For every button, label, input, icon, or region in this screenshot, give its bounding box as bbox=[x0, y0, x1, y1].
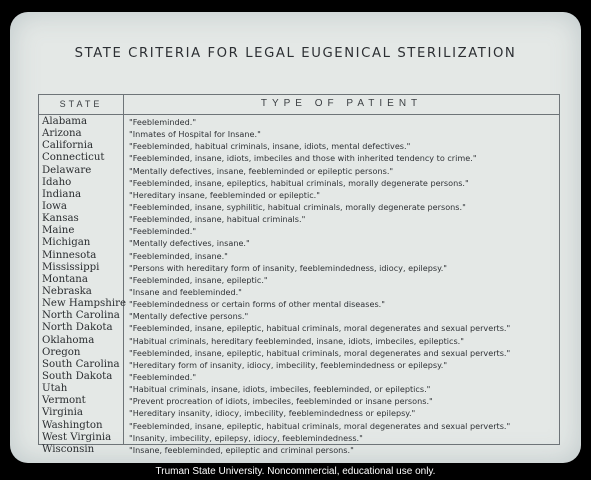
patient-type: "Feebleminded, insane, epileptic, habitual criminals, moral degenerates and sexual perverts." bbox=[129, 347, 511, 358]
table-row bbox=[39, 310, 559, 322]
table-row bbox=[39, 177, 559, 189]
state-name: Wisconsin bbox=[42, 443, 95, 455]
state-name: Virginia bbox=[42, 407, 83, 419]
state-name: Connecticut bbox=[42, 152, 105, 164]
patient-type: "Hereditary insane, feebleminded or epileptic." bbox=[129, 189, 320, 200]
patient-type: "Feebleminded, insane, epileptic, habitual criminals, moral degenerates and sexual perverts." bbox=[129, 323, 511, 334]
table-row bbox=[39, 359, 559, 371]
state-name: Mississippi bbox=[42, 261, 100, 273]
table-row bbox=[39, 322, 559, 334]
table-row bbox=[39, 237, 559, 249]
patient-type: "Feebleminded, insane, idiots, imbeciles and those with inherited tendency to crime." bbox=[129, 153, 477, 164]
table-row bbox=[39, 347, 559, 359]
state-name: Nebraska bbox=[42, 285, 92, 297]
state-name: Delaware bbox=[42, 164, 92, 176]
state-name: Vermont bbox=[42, 395, 86, 407]
state-name: Maine bbox=[42, 225, 75, 237]
state-name: Utah bbox=[42, 383, 68, 395]
table-row bbox=[39, 140, 559, 152]
table-row bbox=[39, 201, 559, 213]
state-name: Michigan bbox=[42, 237, 91, 249]
patient-type: "Persons with hereditary form of insanity, feeblemindedness, idiocy, epilepsy." bbox=[129, 262, 447, 273]
state-name: West Virginia bbox=[42, 431, 112, 443]
patient-type: "Feebleminded, insane, syphilitic, habitual criminals, morally degenerate persons." bbox=[129, 201, 466, 212]
patient-type: "Habitual criminals, insane, idiots, imbeciles, feebleminded, or epileptics." bbox=[129, 384, 431, 395]
patient-type: "Prevent procreation of idiots, imbeciles, feebleminded or insane persons." bbox=[129, 396, 433, 407]
header-state: STATE bbox=[59, 99, 103, 109]
table-row bbox=[39, 274, 559, 286]
table-row bbox=[39, 225, 559, 237]
state-name: North Carolina bbox=[42, 310, 120, 322]
patient-type: "Mentally defective persons." bbox=[129, 311, 249, 322]
table-row bbox=[39, 165, 559, 177]
state-name: California bbox=[42, 140, 94, 152]
patient-type: "Feebleminded." bbox=[129, 117, 197, 127]
table-row bbox=[39, 395, 559, 407]
table-row bbox=[39, 152, 559, 164]
lantern-slide bbox=[10, 12, 581, 463]
table-row bbox=[39, 420, 559, 432]
patient-type: "Inmates of Hospital for Insane." bbox=[129, 129, 261, 140]
patient-type: "Mentally defectives, insane, feebleminded or epileptic persons." bbox=[129, 165, 394, 176]
table-row bbox=[39, 128, 559, 140]
patient-type: "Insane, feebleminded, epileptic and criminal persons." bbox=[129, 444, 354, 455]
state-name: North Dakota bbox=[42, 322, 113, 334]
header-type-of-patient: TYPE OF PATIENT bbox=[260, 98, 423, 109]
patient-type: "Feebleminded, insane, epileptic, habitual criminals, moral degenerates and sexual perverts." bbox=[129, 420, 511, 431]
patient-type: "Feebleminded, habitual criminals, insane, idiots, mental defectives." bbox=[129, 141, 411, 152]
state-name: South Dakota bbox=[42, 370, 113, 382]
patient-type: "Hereditary insanity, idiocy, imbecility, feeblemindedness or epilepsy." bbox=[129, 408, 416, 419]
patient-type: "Feebleminded, insane, epileptics, habitual criminals, morally degenerate persons." bbox=[129, 177, 469, 188]
patient-type: "Insane and feebleminded." bbox=[129, 286, 242, 297]
state-name: Arizona bbox=[42, 128, 82, 140]
table-body bbox=[39, 116, 559, 456]
patient-type: "Feebleminded." bbox=[129, 371, 197, 382]
patient-type: "Feebleminded, insane." bbox=[129, 250, 228, 261]
state-name: South Carolina bbox=[42, 358, 120, 370]
patient-type: "Habitual criminals, hereditary feebleminded, insane, idiots, imbeciles, epileptics." bbox=[129, 335, 464, 346]
patient-type: "Feebleminded." bbox=[129, 226, 197, 237]
state-name: Oklahoma bbox=[42, 334, 95, 346]
criteria-table bbox=[38, 94, 560, 455]
table-header bbox=[39, 95, 559, 115]
state-name: Idaho bbox=[42, 176, 72, 188]
table-row bbox=[39, 371, 559, 383]
table-row bbox=[39, 213, 559, 225]
patient-type: "Feebleminded, insane, habitual criminals." bbox=[129, 214, 306, 225]
table-row bbox=[39, 335, 559, 347]
state-name: Kansas bbox=[42, 213, 79, 225]
patient-type: "Feeblemindedness or certain forms of other mental diseases." bbox=[129, 299, 385, 310]
table-row bbox=[39, 298, 559, 310]
patient-type: "Hereditary form of insanity, idiocy, imbecility, feeblemindedness or epilepsy." bbox=[129, 359, 448, 370]
table-row bbox=[39, 116, 559, 128]
state-name: Alabama bbox=[42, 116, 88, 127]
credit-line: Truman State University. Noncommercial, educational use only. bbox=[155, 466, 436, 477]
table-row bbox=[39, 383, 559, 395]
patient-type: "Mentally defectives, insane." bbox=[129, 238, 250, 249]
table-row bbox=[39, 189, 559, 201]
table-row bbox=[39, 407, 559, 419]
state-name: Oregon bbox=[42, 346, 81, 358]
patient-type: "Insanity, imbecility, epilepsy, idiocy, feeblemindedness." bbox=[129, 432, 363, 443]
table-row bbox=[39, 250, 559, 262]
table-row bbox=[39, 444, 559, 456]
patient-type: "Feebleminded, insane, epileptic." bbox=[129, 274, 268, 285]
table-row bbox=[39, 262, 559, 274]
table-row bbox=[39, 286, 559, 298]
state-name: New Hampshire bbox=[42, 298, 126, 310]
state-name: Minnesota bbox=[42, 249, 97, 261]
table-row bbox=[39, 432, 559, 444]
state-name: Indiana bbox=[42, 188, 82, 200]
slide-title: STATE CRITERIA FOR LEGAL EUGENICAL STERILIZATION bbox=[74, 46, 517, 61]
state-name: Iowa bbox=[42, 200, 67, 212]
state-name: Washington bbox=[42, 419, 103, 431]
state-name: Montana bbox=[42, 273, 88, 285]
